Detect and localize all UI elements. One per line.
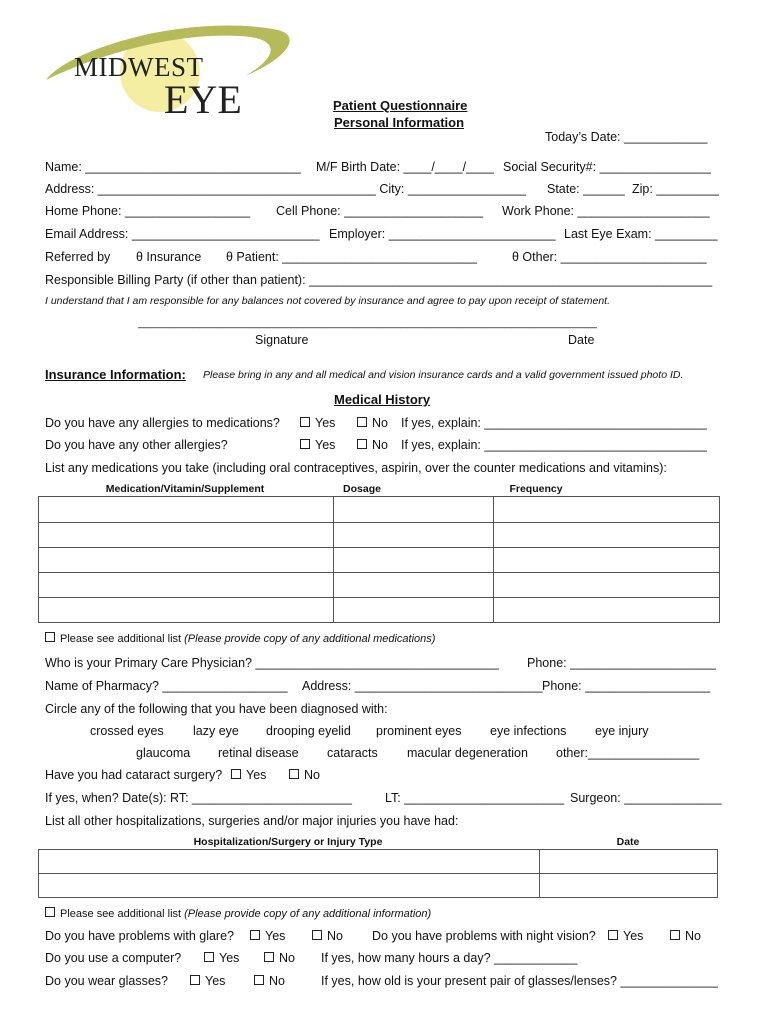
signature-label: Signature	[255, 333, 309, 347]
table-cell[interactable]	[39, 548, 334, 573]
table-cell[interactable]	[540, 874, 718, 898]
table-cell[interactable]	[494, 598, 720, 623]
hospitalizations-table	[38, 849, 718, 898]
no-label: No	[372, 416, 388, 430]
checkbox-icon	[254, 975, 264, 985]
condition-option[interactable]: drooping eyelid	[266, 724, 351, 738]
referral-patient-option[interactable]: θ Patient: ____________________________	[226, 250, 477, 264]
medications-prompt: List any medications you take (including oral contraceptives, aspirin, over the counter medications and vitamins):	[45, 461, 667, 475]
additional-list-note: (Please provide copy of any additional medications)	[184, 633, 436, 645]
table-cell[interactable]	[494, 548, 720, 573]
checkbox-icon	[357, 439, 367, 449]
form-title: Patient Questionnaire	[333, 98, 468, 113]
state-field[interactable]: State: ______	[547, 182, 625, 196]
table-row	[39, 598, 720, 623]
night-vision-no[interactable]	[670, 929, 701, 943]
no-label: No	[279, 951, 295, 965]
cataract-rt-date-field[interactable]: If yes, when? Date(s): RT: _______________________	[45, 791, 352, 805]
yes-label: Yes	[315, 438, 336, 452]
logo-word-midwest: MIDWEST	[74, 52, 204, 82]
no-label: No	[372, 438, 388, 452]
yes-label: Yes	[315, 416, 336, 430]
home-phone-field[interactable]: Home Phone: __________________	[45, 204, 251, 218]
last-eye-exam-field[interactable]: Last Eye Exam: _________	[564, 227, 718, 241]
cataract-no[interactable]	[289, 768, 320, 782]
table-cell[interactable]	[39, 598, 334, 623]
checkbox-icon	[45, 632, 55, 642]
table-row	[39, 523, 720, 548]
other-allergies-question: Do you have any other allergies?	[45, 438, 228, 452]
checkbox-icon	[45, 907, 55, 917]
table-row	[39, 548, 720, 573]
no-label: No	[304, 768, 320, 782]
medical-history-title: Medical History	[334, 392, 431, 407]
allergy-medications-question: Do you have any allergies to medications?	[45, 416, 280, 430]
table-cell[interactable]	[540, 850, 718, 874]
signature-line[interactable]: ___________________________________________________________________________	[138, 317, 597, 329]
glasses-yes[interactable]	[190, 974, 225, 988]
checkbox-icon	[250, 930, 260, 940]
table-row	[39, 497, 720, 523]
computer-question: Do you use a computer?	[45, 951, 182, 965]
glare-question: Do you have problems with glare?	[45, 929, 234, 943]
checkbox-icon	[300, 439, 310, 449]
checkbox-icon	[289, 769, 299, 779]
other-allergies-explain[interactable]: If yes, explain: ________________________________	[401, 438, 707, 452]
diagnosis-prompt: Circle any of the following that you have been diagnosed with:	[45, 702, 388, 716]
computer-hours-field[interactable]: If yes, how many hours a day? ____________	[321, 951, 578, 965]
condition-other-field[interactable]: other:________________	[556, 746, 700, 760]
no-label: No	[327, 929, 343, 943]
allergy-medications-no[interactable]	[357, 416, 388, 430]
primary-care-field[interactable]: Who is your Primary Care Physician? ___________________________________	[45, 656, 499, 670]
pharmacy-address-field[interactable]: Address: ___________________________	[302, 679, 543, 693]
table-cell[interactable]	[334, 573, 494, 598]
night-vision-question: Do you have problems with night vision?	[372, 929, 596, 943]
table-cell[interactable]	[494, 523, 720, 548]
table-cell[interactable]	[39, 874, 540, 898]
todays-date-field[interactable]: Today’s Date: ____________	[545, 130, 708, 144]
checkbox-icon	[231, 769, 241, 779]
table-cell[interactable]	[334, 598, 494, 623]
condition-option[interactable]: lazy eye	[193, 724, 239, 738]
table-cell[interactable]	[334, 523, 494, 548]
checkbox-icon	[357, 417, 367, 427]
insurance-title: Insurance Information:	[45, 367, 186, 382]
referred-by-label: Referred by	[45, 250, 111, 264]
surgeon-field[interactable]: Surgeon: ______________	[570, 791, 722, 805]
table-cell[interactable]	[334, 497, 494, 523]
cataract-question: Have you had cataract surgery?	[45, 768, 223, 782]
table-cell[interactable]	[494, 573, 720, 598]
signature-date-label: Date	[568, 333, 595, 347]
table-cell[interactable]	[39, 850, 540, 874]
additional-information-option[interactable]	[45, 907, 431, 920]
computer-no[interactable]	[264, 951, 295, 965]
no-label: No	[685, 929, 701, 943]
allergy-medications-explain[interactable]: If yes, explain: ________________________________	[401, 416, 707, 430]
condition-option[interactable]: eye infections	[490, 724, 567, 738]
condition-option[interactable]: crossed eyes	[90, 724, 164, 738]
condition-option[interactable]: glaucoma	[136, 746, 191, 760]
glare-no[interactable]	[312, 929, 343, 943]
billing-party-field[interactable]: Responsible Billing Party (if other than patient): __________________________________________________________	[45, 273, 713, 287]
yes-label: Yes	[219, 951, 240, 965]
work-phone-field[interactable]: Work Phone: ___________________	[502, 204, 710, 218]
col-header-medication: Medication/Vitamin/Supplement	[105, 483, 265, 495]
checkbox-icon	[300, 417, 310, 427]
responsibility-statement: I understand that I am responsible for any balances not covered by insurance and agree to pay upon receipt of statement.	[45, 295, 611, 307]
other-allergies-yes[interactable]	[300, 438, 335, 452]
glasses-question: Do you wear glasses?	[45, 974, 168, 988]
checkbox-icon	[608, 930, 618, 940]
glasses-no[interactable]	[254, 974, 285, 988]
glasses-age-field[interactable]: If yes, how old is your present pair of glasses/lenses? ______________	[321, 974, 718, 988]
table-row	[39, 573, 720, 598]
yes-label: Yes	[623, 929, 644, 943]
checkbox-icon	[312, 930, 322, 940]
logo-word-eye: EYE	[164, 77, 242, 122]
condition-option[interactable]: cataracts	[327, 746, 378, 760]
table-row	[39, 874, 718, 898]
col-header-frequency: Frequency	[509, 483, 563, 495]
table-cell[interactable]	[494, 497, 720, 523]
ssn-field[interactable]: Social Security#: ________________	[503, 160, 711, 174]
condition-option[interactable]: macular degeneration	[407, 746, 528, 760]
glare-yes[interactable]	[250, 929, 285, 943]
table-row	[39, 850, 718, 874]
yes-label: Yes	[246, 768, 267, 782]
email-field[interactable]: Email Address: ___________________________	[45, 227, 320, 241]
pcp-phone-field[interactable]: Phone: _____________________	[527, 656, 717, 670]
cataract-yes[interactable]	[231, 768, 266, 782]
pharmacy-phone-field[interactable]: Phone: __________________	[542, 679, 711, 693]
referral-other-option[interactable]: θ Other: _____________________	[512, 250, 707, 264]
condition-option[interactable]: prominent eyes	[376, 724, 462, 738]
checkbox-icon	[264, 952, 274, 962]
condition-option[interactable]: eye injury	[595, 724, 649, 738]
yes-label: Yes	[205, 974, 226, 988]
night-vision-yes[interactable]	[608, 929, 643, 943]
zip-field[interactable]: Zip: _________	[632, 182, 719, 196]
allergy-medications-yes[interactable]	[300, 416, 335, 430]
referral-insurance-option[interactable]: θ Insurance	[136, 250, 202, 264]
pharmacy-field[interactable]: Name of Pharmacy? __________________	[45, 679, 288, 693]
yes-label: Yes	[265, 929, 286, 943]
condition-option[interactable]: retinal disease	[218, 746, 299, 760]
hospitalizations-prompt: List all other hospitalizations, surgeries and/or major injuries you have had:	[45, 814, 459, 828]
table-cell[interactable]	[39, 523, 334, 548]
col-header-dosage: Dosage	[343, 483, 381, 495]
table-cell[interactable]	[39, 497, 334, 523]
checkbox-icon	[204, 952, 214, 962]
col-header-hospitalization-date: Date	[616, 836, 640, 848]
additional-list-note: (Please provide copy of any additional information)	[184, 908, 432, 920]
col-header-hospitalization: Hospitalization/Surgery or Injury Type	[193, 836, 383, 848]
birth-date-field[interactable]: M/F Birth Date: ____/____/____	[316, 160, 494, 174]
employer-field[interactable]: Employer: ________________________	[329, 227, 556, 241]
additional-medications-option[interactable]	[45, 632, 435, 645]
cataract-lt-date-field[interactable]: LT: _______________________	[385, 791, 565, 805]
medications-table	[38, 496, 720, 623]
checkbox-icon	[190, 975, 200, 985]
computer-yes[interactable]	[204, 951, 239, 965]
no-label: No	[269, 974, 285, 988]
other-allergies-no[interactable]	[357, 438, 388, 452]
additional-list-label: Please see additional list	[60, 633, 182, 645]
form-subtitle: Personal Information	[334, 115, 465, 130]
checkbox-icon	[670, 930, 680, 940]
insurance-note: Please bring in any and all medical and vision insurance cards and a valid government issued photo ID.	[203, 369, 684, 381]
cell-phone-field[interactable]: Cell Phone: ____________________	[276, 204, 484, 218]
additional-list-label: Please see additional list	[60, 908, 182, 920]
table-cell[interactable]	[334, 548, 494, 573]
address-field[interactable]: Address: ________________________________________ City: _________________	[45, 182, 527, 196]
table-cell[interactable]	[39, 573, 334, 598]
name-field[interactable]: Name: _______________________________	[45, 160, 301, 174]
logo	[40, 18, 290, 122]
